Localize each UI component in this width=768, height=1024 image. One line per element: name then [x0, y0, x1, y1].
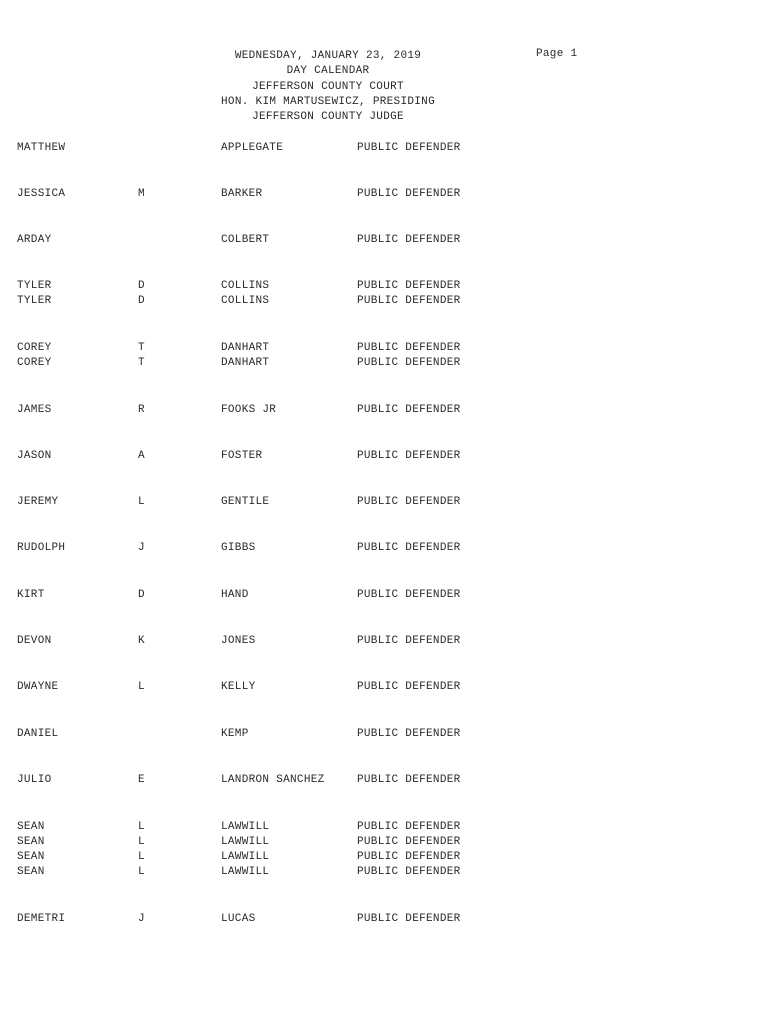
entry-middle-initial: K: [138, 635, 145, 647]
calendar-entry: [0, 403, 768, 418]
entry-last-name: LUCAS: [221, 913, 256, 925]
entry-attorney: PUBLIC DEFENDER: [357, 681, 461, 693]
entry-last-name: COLLINS: [221, 280, 270, 292]
entry-middle-initial: L: [138, 681, 145, 693]
entry-attorney: PUBLIC DEFENDER: [357, 404, 461, 416]
entry-middle-initial: L: [138, 821, 145, 833]
entry-last-name: APPLEGATE: [221, 142, 284, 154]
entry-first-name: KIRT: [17, 589, 45, 601]
entry-last-name: BARKER: [221, 188, 263, 200]
entry-last-name: DANHART: [221, 357, 270, 369]
entry-first-name: SEAN: [17, 851, 45, 863]
entry-middle-initial: D: [138, 589, 145, 601]
entry-middle-initial: L: [138, 836, 145, 848]
entry-first-name: ARDAY: [17, 234, 52, 246]
court-name: JEFFERSON COUNTY COURT: [252, 80, 404, 93]
entry-last-name: COLLINS: [221, 295, 270, 307]
calendar-entry: [0, 141, 768, 156]
entry-attorney: PUBLIC DEFENDER: [357, 357, 461, 369]
entry-last-name: DANHART: [221, 342, 270, 354]
entry-middle-initial: M: [138, 188, 145, 200]
entry-attorney: PUBLIC DEFENDER: [357, 142, 461, 154]
entry-middle-initial: A: [138, 450, 145, 462]
entry-last-name: JONES: [221, 635, 256, 647]
presiding-judge: HON. KIM MARTUSEWICZ, PRESIDING: [221, 95, 435, 108]
entry-attorney: PUBLIC DEFENDER: [357, 913, 461, 925]
calendar-entry: [0, 294, 768, 309]
calendar-entry: [0, 727, 768, 742]
entry-attorney: PUBLIC DEFENDER: [357, 774, 461, 786]
entry-first-name: JASON: [17, 450, 52, 462]
entry-first-name: COREY: [17, 357, 52, 369]
entry-middle-initial: L: [138, 866, 145, 878]
entry-attorney: PUBLIC DEFENDER: [357, 728, 461, 740]
entry-first-name: JESSICA: [17, 188, 66, 200]
entry-first-name: JULIO: [17, 774, 52, 786]
entry-last-name: LAWWILL: [221, 851, 270, 863]
entry-attorney: PUBLIC DEFENDER: [357, 836, 461, 848]
calendar-date: WEDNESDAY, JANUARY 23, 2019: [234, 50, 422, 62]
calendar-entry: [0, 634, 768, 649]
entry-middle-initial: E: [138, 774, 145, 786]
entry-attorney: PUBLIC DEFENDER: [357, 589, 461, 601]
entry-attorney: PUBLIC DEFENDER: [357, 280, 461, 292]
entry-first-name: DEVON: [17, 635, 52, 647]
entry-middle-initial: R: [138, 404, 145, 416]
calendar-entry: [0, 588, 768, 603]
entry-attorney: PUBLIC DEFENDER: [357, 866, 461, 878]
calendar-entry: [0, 449, 768, 464]
entry-middle-initial: L: [138, 496, 145, 508]
entry-first-name: MATTHEW: [17, 142, 66, 154]
entry-attorney: PUBLIC DEFENDER: [357, 821, 461, 833]
entry-attorney: PUBLIC DEFENDER: [357, 851, 461, 863]
entry-middle-initial: D: [138, 295, 145, 307]
entry-first-name: JEREMY: [17, 496, 59, 508]
entry-middle-initial: T: [138, 357, 145, 369]
calendar-entry: [0, 341, 768, 356]
page-number: Page 1: [536, 48, 578, 60]
entry-last-name: FOOKS JR: [221, 404, 277, 416]
entry-first-name: RUDOLPH: [17, 542, 66, 554]
entry-attorney: PUBLIC DEFENDER: [357, 450, 461, 462]
calendar-entry: [0, 541, 768, 556]
entry-first-name: DEMETRI: [17, 913, 66, 925]
calendar-entry: [0, 187, 768, 202]
entry-middle-initial: J: [138, 542, 145, 554]
entry-last-name: HAND: [221, 589, 249, 601]
entry-last-name: LAWWILL: [221, 821, 270, 833]
calendar-header: [0, 49, 656, 125]
entry-first-name: COREY: [17, 342, 52, 354]
entry-last-name: LAWWILL: [221, 866, 270, 878]
entry-last-name: GENTILE: [221, 496, 270, 508]
entry-attorney: PUBLIC DEFENDER: [357, 188, 461, 200]
calendar-entry: [0, 279, 768, 294]
entry-last-name: LANDRON SANCHEZ: [221, 774, 325, 786]
calendar-entry: [0, 680, 768, 695]
entry-middle-initial: J: [138, 913, 145, 925]
calendar-type: DAY CALENDAR: [286, 65, 370, 78]
judge-title: JEFFERSON COUNTY JUDGE: [252, 111, 404, 124]
calendar-entry: [0, 865, 768, 880]
entry-first-name: SEAN: [17, 821, 45, 833]
entry-last-name: GIBBS: [221, 542, 256, 554]
entry-middle-initial: D: [138, 280, 145, 292]
entry-first-name: DANIEL: [17, 728, 59, 740]
entry-first-name: SEAN: [17, 866, 45, 878]
entry-first-name: DWAYNE: [17, 681, 59, 693]
entry-attorney: PUBLIC DEFENDER: [357, 295, 461, 307]
entry-last-name: KELLY: [221, 681, 256, 693]
calendar-entry: [0, 835, 768, 850]
entry-last-name: LAWWILL: [221, 836, 270, 848]
entry-last-name: COLBERT: [221, 234, 270, 246]
entry-attorney: PUBLIC DEFENDER: [357, 635, 461, 647]
entry-middle-initial: T: [138, 342, 145, 354]
calendar-entry: [0, 495, 768, 510]
entry-attorney: PUBLIC DEFENDER: [357, 234, 461, 246]
calendar-entry: [0, 820, 768, 835]
entry-attorney: PUBLIC DEFENDER: [357, 342, 461, 354]
entry-first-name: JAMES: [17, 404, 52, 416]
entry-last-name: FOSTER: [221, 450, 263, 462]
entry-first-name: TYLER: [17, 295, 52, 307]
entry-middle-initial: L: [138, 851, 145, 863]
entry-first-name: SEAN: [17, 836, 45, 848]
entry-attorney: PUBLIC DEFENDER: [357, 542, 461, 554]
calendar-entry: [0, 773, 768, 788]
calendar-entry: [0, 912, 768, 927]
entry-first-name: TYLER: [17, 280, 52, 292]
entry-last-name: KEMP: [221, 728, 249, 740]
calendar-entry: [0, 233, 768, 248]
calendar-entry: [0, 356, 768, 371]
entry-attorney: PUBLIC DEFENDER: [357, 496, 461, 508]
calendar-entry: [0, 850, 768, 865]
